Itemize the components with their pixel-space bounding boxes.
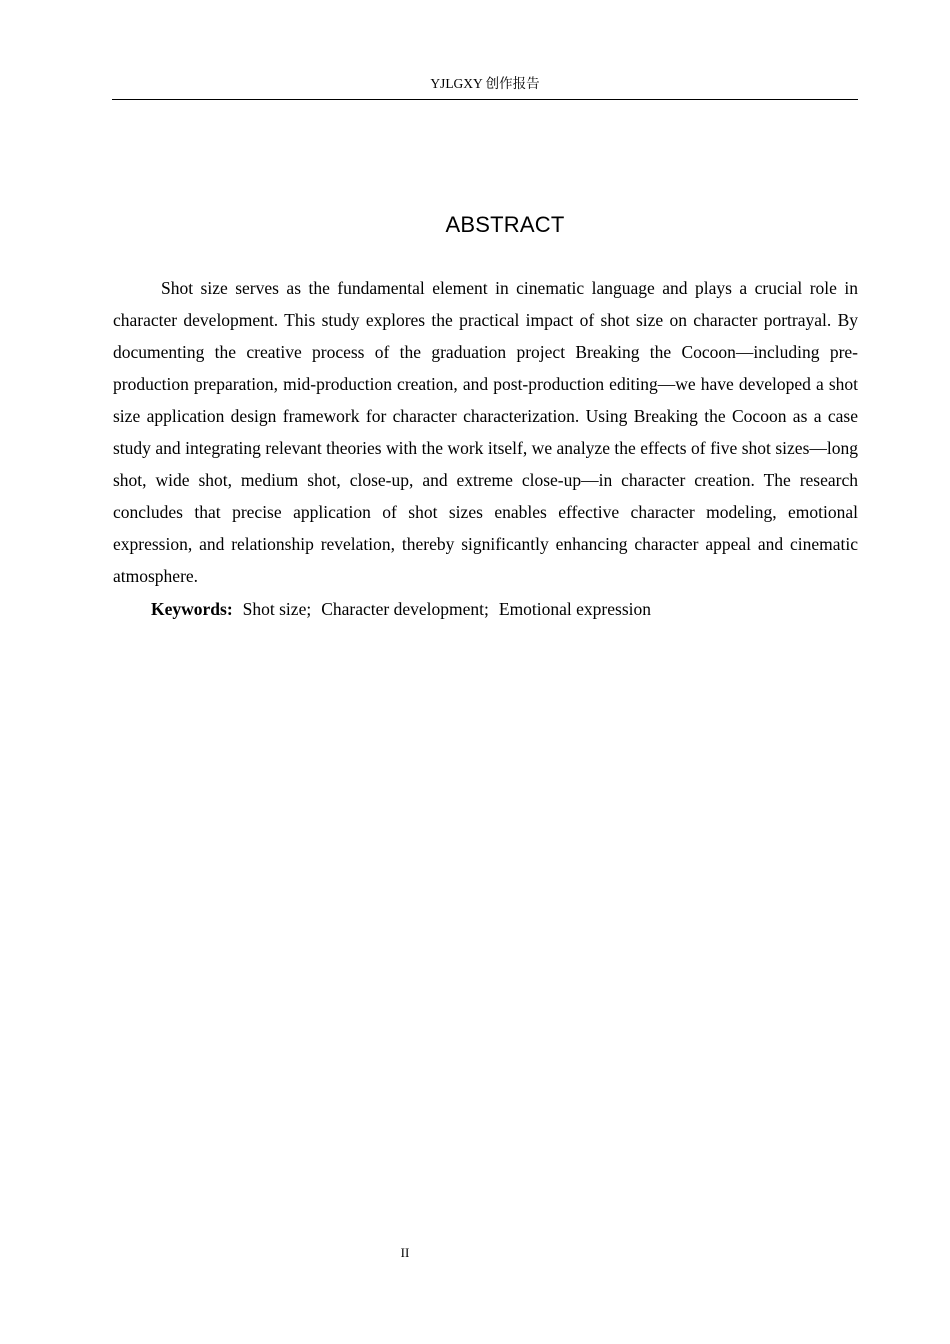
abstract-body: Shot size serves as the fundamental element in cinematic language and plays a crucial role in character development. This study explores the practical impact of shot size on character portrayal. By documenting the creative process of the graduation project Breaking the Cocoon—including pre-production preparation, mid-production creation, and post-production editing—we have developed a shot size application design framework for character characterization. Using Breaking the Cocoon as a case study and integrating relevant theories with the work itself, we analyze the effects of five shot sizes—long shot, wide shot, medium shot, close-up, and extreme close-up—in character creation. The research concludes that precise application of shot sizes enables effective character modeling, emotional expression, and relationship revelation, thereby significantly enhancing character appeal and cinematic atmosphere. xyxy=(113,278,858,586)
keyword-item: Shot size xyxy=(242,599,307,619)
keyword-item: Emotional expression xyxy=(498,599,652,619)
keyword-separator: ; xyxy=(484,599,489,619)
keywords-line xyxy=(151,593,858,625)
keyword-item: Character development xyxy=(321,599,484,619)
keywords-label: Keywords: xyxy=(151,599,233,619)
keyword-separator: ; xyxy=(306,599,312,619)
page-number: II xyxy=(400,1245,410,1260)
abstract-title: ABSTRACT xyxy=(445,212,565,237)
running-header: YJLGXY 创作报告 xyxy=(430,76,540,91)
header-rule xyxy=(112,99,858,100)
